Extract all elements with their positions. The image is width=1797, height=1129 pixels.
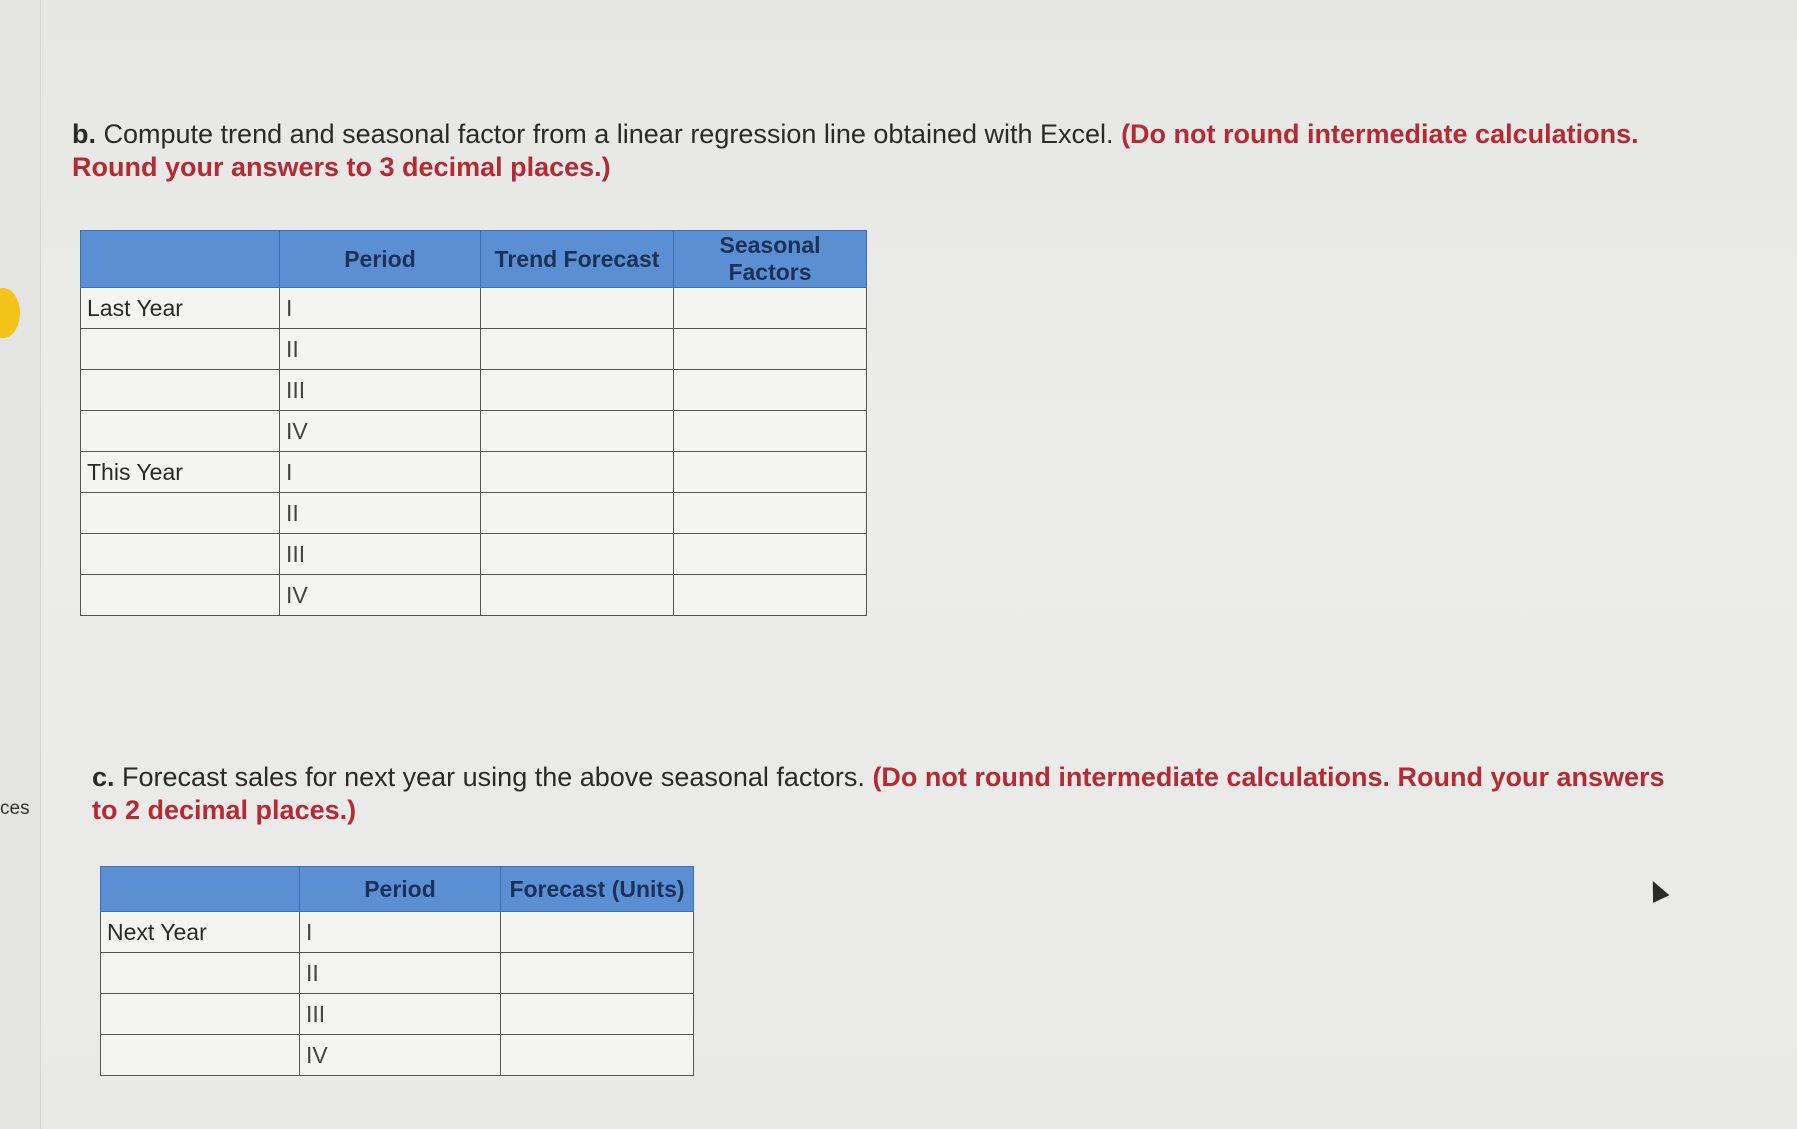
sidebar-label[interactable]: ces <box>0 798 30 819</box>
question-b-letter: b. <box>72 119 96 149</box>
trend-forecast-input-cell[interactable] <box>481 493 674 534</box>
trend-forecast-input-cell[interactable] <box>481 288 674 329</box>
header-trend-forecast: Trend Forecast <box>481 231 674 288</box>
table-header-row <box>81 231 867 288</box>
row-label <box>101 1035 300 1076</box>
seasonal-factor-cell <box>674 534 867 575</box>
row-label <box>81 534 280 575</box>
trend-seasonal-table <box>80 230 867 616</box>
table-row <box>81 534 867 575</box>
trend-forecast-input[interactable] <box>487 289 667 327</box>
question-c-text: Forecast sales for next year using the above seasonal factors. <box>114 762 873 792</box>
forecast-input-cell[interactable] <box>501 953 694 994</box>
seasonal-factor-cell <box>674 575 867 616</box>
trend-forecast-input-cell[interactable] <box>481 370 674 411</box>
table-row <box>81 370 867 411</box>
trend-forecast-input[interactable] <box>487 330 667 368</box>
table-header-row <box>101 867 694 912</box>
table-row <box>81 288 867 329</box>
seasonal-factor-input-cell[interactable] <box>674 411 867 452</box>
trend-forecast-input-cell[interactable] <box>481 452 674 493</box>
row-period: II <box>280 493 481 534</box>
table-row <box>81 452 867 493</box>
row-period: III <box>300 994 501 1035</box>
forecast-input[interactable] <box>507 913 687 951</box>
seasonal-factor-cell <box>674 452 867 493</box>
table-row <box>81 575 867 616</box>
trend-forecast-input[interactable] <box>487 453 667 491</box>
row-label <box>81 575 280 616</box>
row-label: This Year <box>81 452 280 493</box>
header-blank <box>81 231 280 288</box>
row-label <box>81 493 280 534</box>
trend-forecast-input[interactable] <box>487 535 667 573</box>
header-seasonal-factors: Seasonal Factors <box>674 231 867 288</box>
question-b <box>72 118 1672 184</box>
row-label <box>81 370 280 411</box>
row-label <box>101 994 300 1035</box>
row-label: Next Year <box>101 912 300 953</box>
row-period: III <box>280 370 481 411</box>
forecast-input-cell[interactable] <box>501 994 694 1035</box>
seasonal-factor-cell <box>674 493 867 534</box>
trend-forecast-input-cell[interactable] <box>481 534 674 575</box>
seasonal-factor-input-cell[interactable] <box>674 288 867 329</box>
row-label: Last Year <box>81 288 280 329</box>
question-c-letter: c. <box>92 762 115 792</box>
row-label <box>101 953 300 994</box>
table-row <box>101 1035 694 1076</box>
row-label <box>81 411 280 452</box>
trend-forecast-input[interactable] <box>487 412 667 450</box>
row-period: IV <box>300 1035 501 1076</box>
header-forecast-units: Forecast (Units) <box>501 867 694 912</box>
seasonal-factor-input[interactable] <box>680 412 860 450</box>
row-period: IV <box>280 575 481 616</box>
header-period: Period <box>300 867 501 912</box>
trend-forecast-input-cell[interactable] <box>481 411 674 452</box>
trend-forecast-input-cell[interactable] <box>481 329 674 370</box>
table-row <box>101 953 694 994</box>
header-blank <box>101 867 300 912</box>
table-row <box>81 411 867 452</box>
table-row <box>101 912 694 953</box>
seasonal-factor-input[interactable] <box>680 330 860 368</box>
row-label <box>81 329 280 370</box>
question-b-note: (Do not round intermediate calculations. Round your answers to 3 decimal places.) <box>72 119 1639 182</box>
question-c-note: (Do not round intermediate calculations. Round your answers to 2 decimal places.) <box>92 762 1665 825</box>
forecast-input[interactable] <box>507 995 687 1033</box>
seasonal-factor-input[interactable] <box>680 371 860 409</box>
table-row <box>81 329 867 370</box>
row-period: I <box>280 452 481 493</box>
row-period: I <box>280 288 481 329</box>
trend-forecast-input[interactable] <box>487 494 667 532</box>
forecast-input-cell[interactable] <box>501 912 694 953</box>
mouse-cursor-icon <box>1645 877 1670 903</box>
forecast-table <box>100 866 694 1076</box>
forecast-input-cell[interactable] <box>501 1035 694 1076</box>
header-period: Period <box>280 231 481 288</box>
trend-forecast-input[interactable] <box>487 371 667 409</box>
forecast-input[interactable] <box>507 954 687 992</box>
trend-forecast-input[interactable] <box>487 576 667 614</box>
row-period: II <box>280 329 481 370</box>
row-period: II <box>300 953 501 994</box>
trend-forecast-input-cell[interactable] <box>481 575 674 616</box>
forecast-input[interactable] <box>507 1036 687 1074</box>
table-row <box>101 994 694 1035</box>
row-period: I <box>300 912 501 953</box>
row-period: IV <box>280 411 481 452</box>
question-c <box>92 761 1692 827</box>
seasonal-factor-input-cell[interactable] <box>674 370 867 411</box>
question-b-text: Compute trend and seasonal factor from a linear regression line obtained with Excel. <box>96 119 1122 149</box>
seasonal-factor-input-cell[interactable] <box>674 329 867 370</box>
table-row <box>81 493 867 534</box>
row-period: III <box>280 534 481 575</box>
left-sidebar-strip <box>0 0 41 1129</box>
seasonal-factor-input[interactable] <box>680 289 860 327</box>
